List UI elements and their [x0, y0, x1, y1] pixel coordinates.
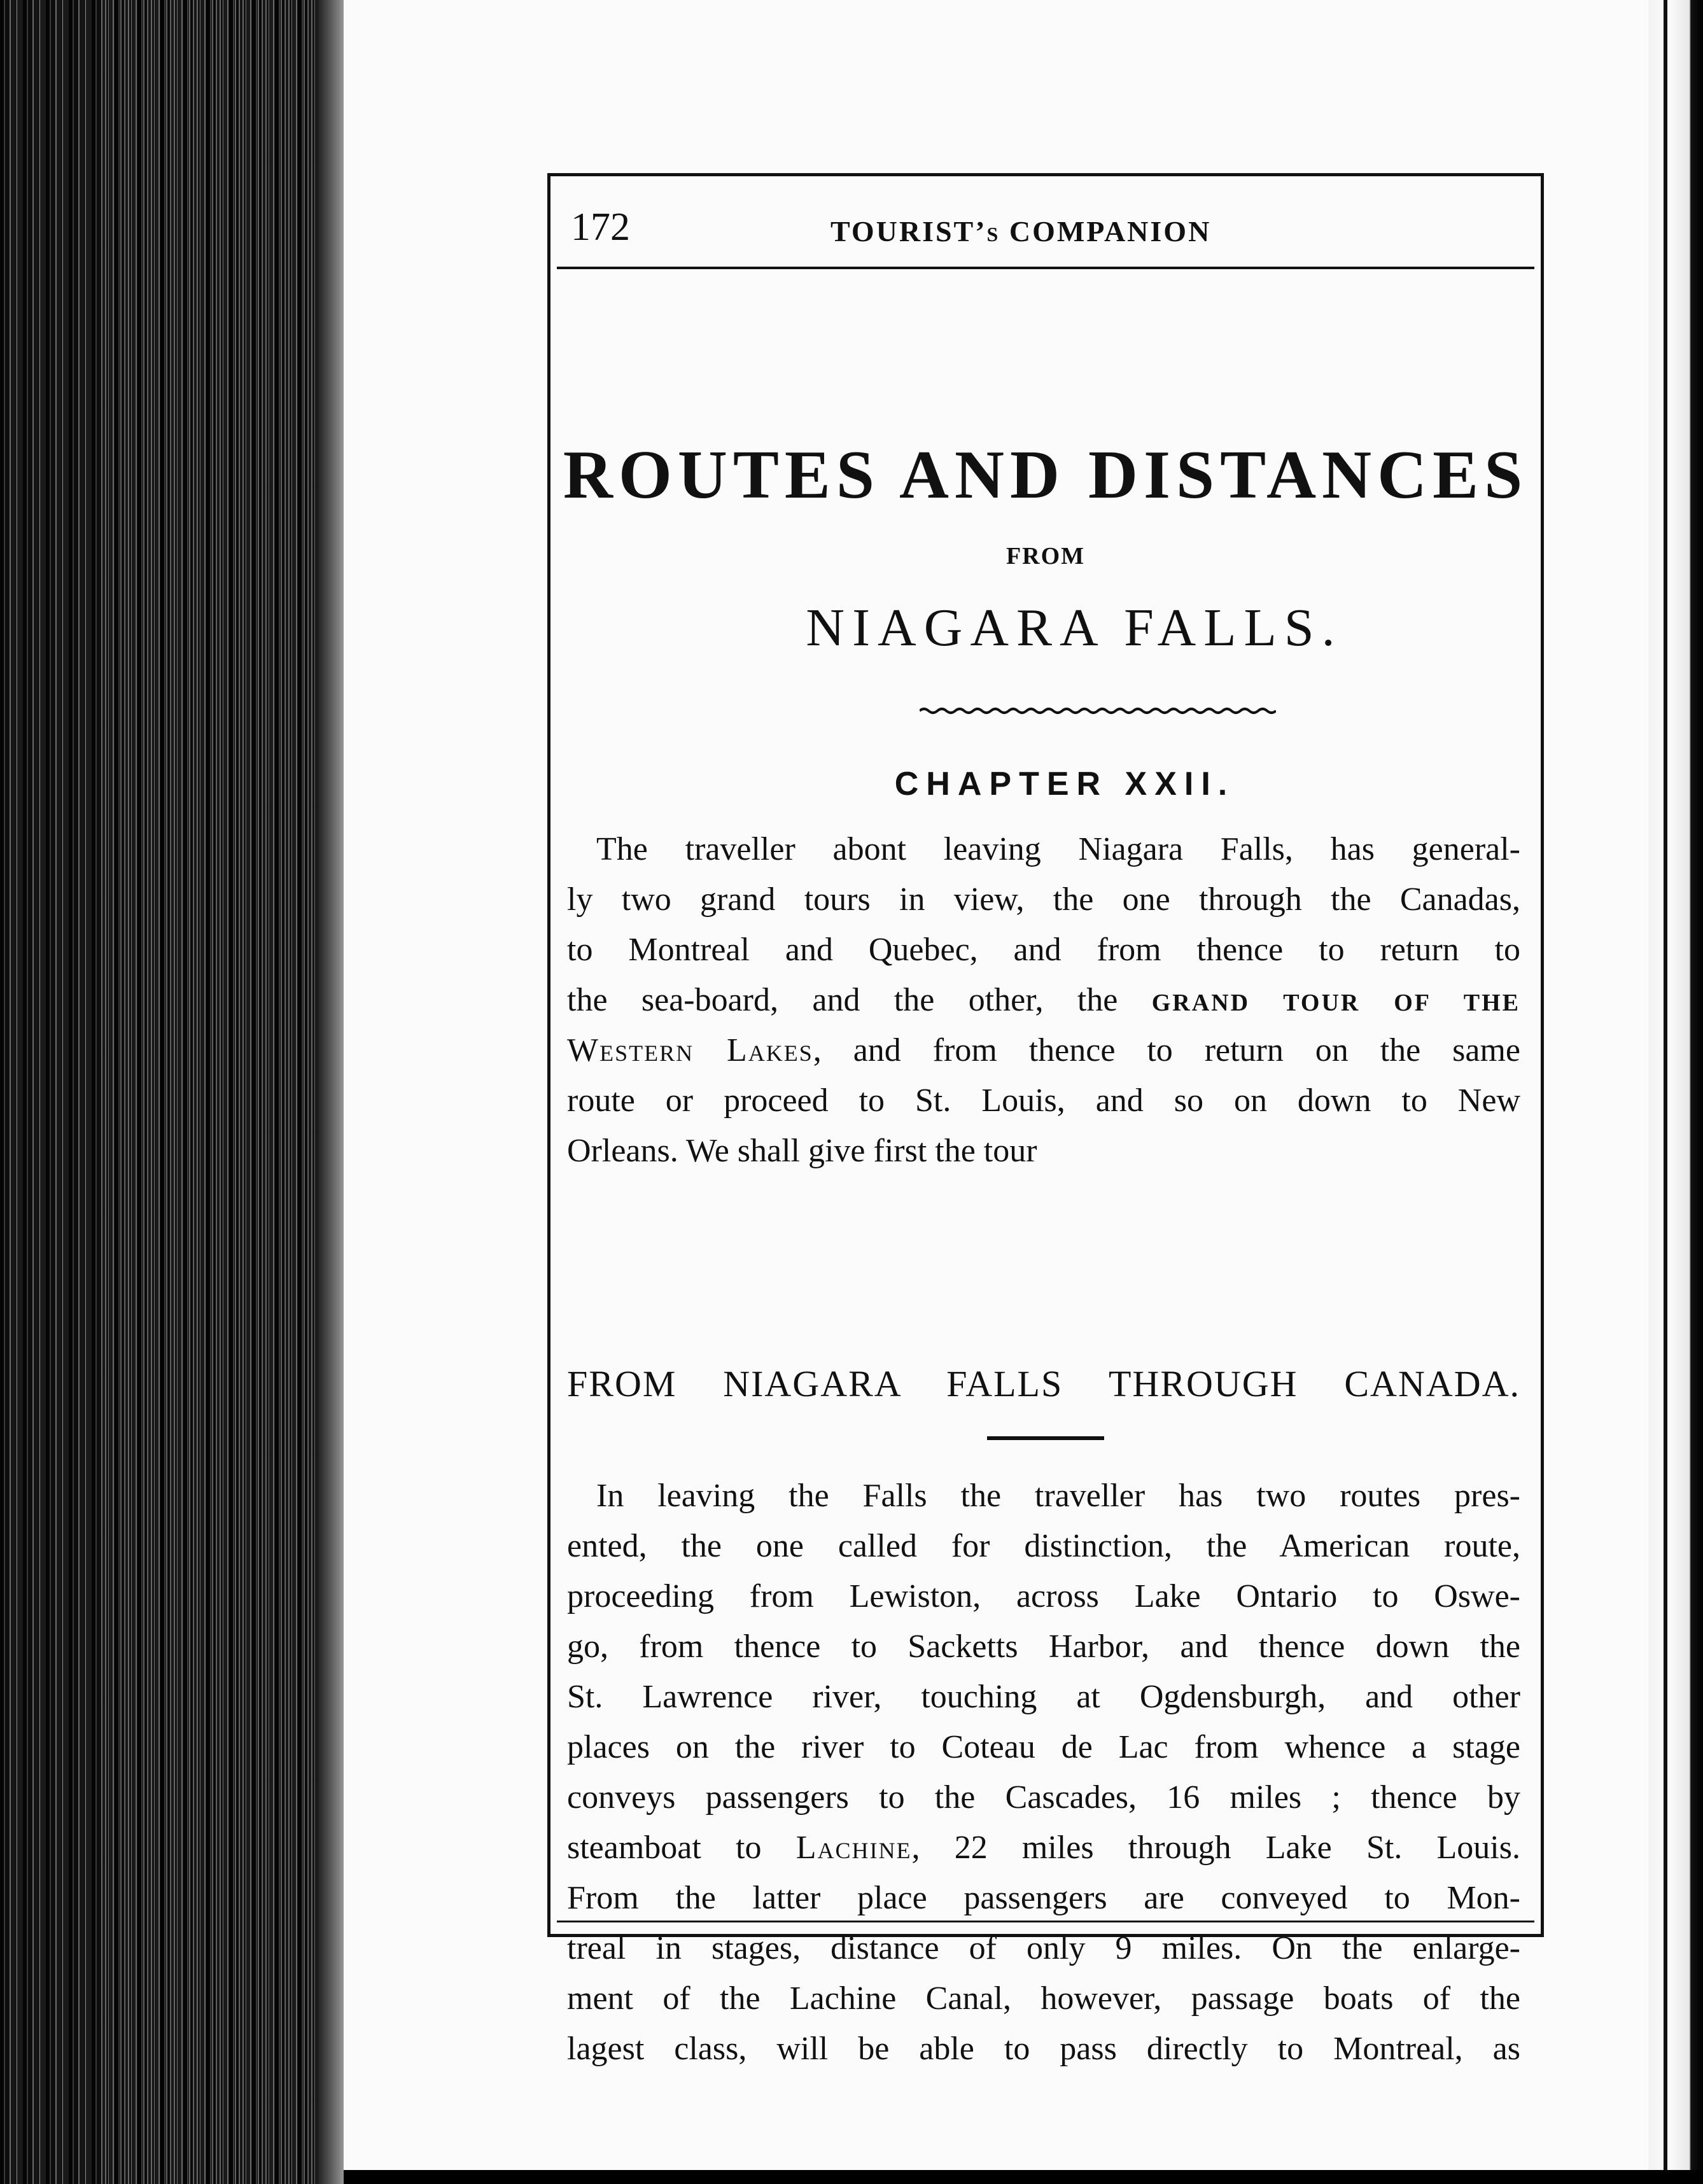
small-caps-phrase: GRAND TOUR OF THE — [1151, 990, 1520, 1016]
text-line-composite — [567, 1025, 1520, 1075]
text-line: places on the river to Coteau de Lac from whence a stage — [567, 1729, 1520, 1765]
section-heading: FROM NIAGARA FALLS THROUGH CANADA. — [567, 1363, 1520, 1404]
text-line: ented, the one called for distinction, the American route, — [567, 1528, 1520, 1564]
text-line: From the latter place passengers are conveyed to Mon- — [567, 1880, 1520, 1916]
text-line: conveys passengers to the Cascades, 16 miles ; thence by — [567, 1779, 1520, 1816]
text-line: proceeding from Lewiston, across Lake Ontario to Oswe- — [567, 1578, 1520, 1614]
text-line: lagest class, will be able to pass directly to Montreal, as — [567, 2031, 1520, 2067]
text-fragment: , and from thence to return on the same — [813, 1032, 1520, 1068]
title-from: FROM — [1006, 543, 1086, 570]
text-fragment: the sea-board, and the other, the — [567, 982, 1152, 1018]
short-rule — [987, 1436, 1104, 1440]
text-line: ment of the Lachine Canal, however, passage boats of the — [567, 1980, 1520, 2017]
bottom-rule — [557, 1921, 1534, 1922]
text-fragment: , 22 miles through Lake St. Louis. — [911, 1830, 1520, 1866]
small-caps-phrase: Western Lakes — [567, 1032, 813, 1068]
page-header — [563, 202, 1531, 253]
book-page-edges — [0, 0, 344, 2184]
running-head: TOURIST’s COMPANION — [830, 215, 1212, 248]
paragraph-intro — [567, 824, 1520, 1176]
right-page-gutter — [1648, 0, 1703, 2184]
paragraph-route — [567, 1471, 1520, 2074]
text-line: go, from thence to Sacketts Harbor, and thence down the — [567, 1628, 1520, 1665]
text-line-composite — [567, 1823, 1520, 1873]
header-rule — [557, 267, 1534, 269]
text-line: route or proceed to St. Louis, and so on down to New — [567, 1082, 1520, 1119]
place-title: NIAGARA FALLS. — [806, 598, 1343, 657]
text-fragment: steamboat to — [567, 1830, 796, 1866]
chapter-heading: CHAPTER XXII. — [894, 766, 1235, 802]
text-line-composite — [567, 975, 1520, 1025]
text-line: to Montreal and Quebec, and from thence to return to — [567, 932, 1520, 968]
text-line: The traveller abont leaving Niagara Falls, has general- — [596, 831, 1520, 867]
text-line: treal in stages, distance of only 9 miles. On the enlarge- — [567, 1930, 1520, 1966]
page-number: 172 — [571, 206, 630, 249]
small-caps-phrase: Lachine — [795, 1830, 912, 1866]
text-line: In leaving the Falls the traveller has two routes pres- — [596, 1478, 1520, 1514]
ornamental-rule — [920, 704, 1276, 717]
text-line: St. Lawrence river, touching at Ogdensburgh, and other — [567, 1679, 1520, 1715]
bottom-edge — [344, 2170, 1703, 2184]
main-title: ROUTES AND DISTANCES — [563, 437, 1529, 513]
text-frame — [547, 173, 1544, 2067]
text-line: Orleans. We shall give first the tour — [567, 1133, 1037, 1169]
text-line: ly two grand tours in view, the one through the Canadas, — [567, 881, 1520, 918]
